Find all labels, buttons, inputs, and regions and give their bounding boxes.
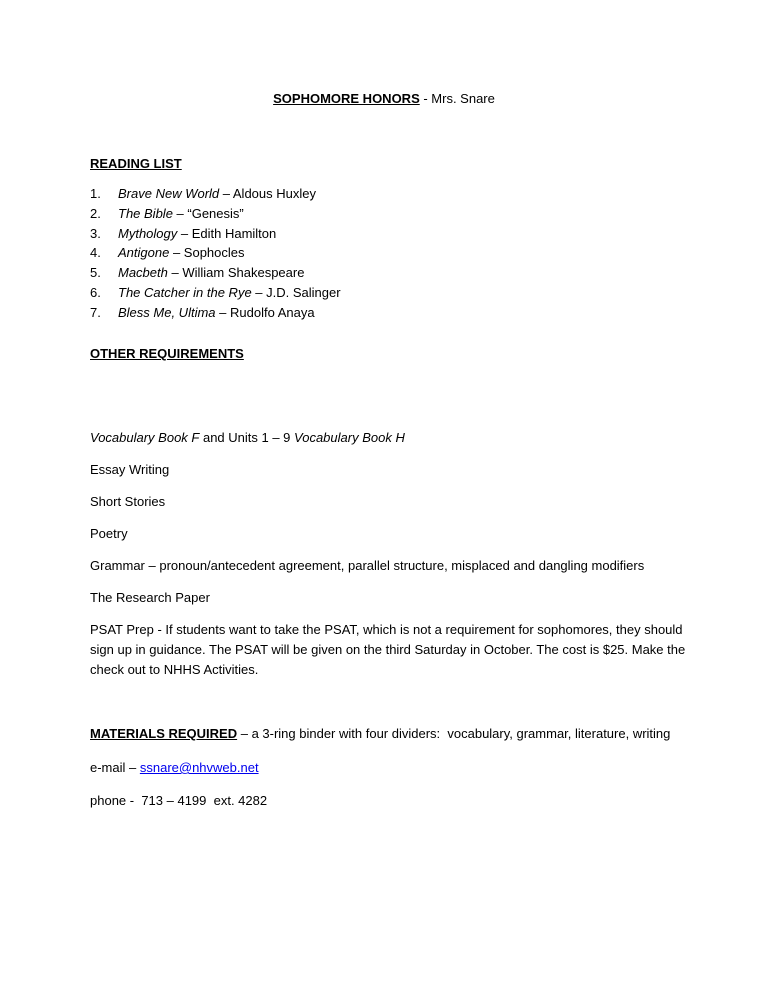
list-item	[90, 285, 341, 305]
item-number: 1.	[90, 186, 101, 201]
vocab-book-f: Vocabulary Book F	[90, 430, 200, 445]
materials-required	[90, 726, 670, 742]
list-item	[90, 206, 341, 226]
course-title: SOPHOMORE HONORS	[273, 91, 420, 106]
short-stories: Short Stories	[90, 494, 166, 509]
list-item	[90, 245, 341, 265]
list-item	[90, 186, 341, 206]
item-number: 5.	[90, 265, 101, 281]
book-title: The Bible	[118, 205, 173, 221]
book-author: Sophocles	[183, 245, 245, 261]
book-author: Aldous Huxley	[232, 186, 316, 201]
email-label: e-mail –	[90, 760, 140, 775]
email-line	[90, 760, 259, 776]
book-title: Mythology	[118, 225, 178, 241]
book-title: Brave New World	[118, 186, 220, 201]
book-title: The Catcher in the Rye	[118, 284, 252, 300]
reading-list-heading: READING LIST	[90, 156, 182, 171]
vocab-book-h: Vocabulary Book H	[294, 430, 405, 445]
psat-prep: PSAT Prep - If students want to take the PSAT, which is not a requirement for sophomores, they should sign up in guidance. The PSAT will be given on the third Saturday in October. The cost is $25. Make the check out to NHHS Activities.	[90, 622, 686, 677]
item-number: 4.	[90, 245, 101, 261]
item-separator: –	[169, 245, 184, 261]
item-separator: –	[177, 225, 192, 241]
book-author: Edith Hamilton	[191, 225, 277, 241]
poetry: Poetry	[90, 526, 128, 541]
list-item	[90, 305, 341, 325]
phone-line: phone - 713 – 4199 ext. 4282	[90, 793, 268, 808]
grammar-requirement: Grammar – pronoun/antecedent agreement, parallel structure, misplaced and dangling modifiers	[90, 558, 645, 573]
email-link[interactable]: ssnare@nhvweb.net	[139, 760, 259, 775]
teacher-name: Mrs. Snare	[431, 91, 495, 106]
book-author: J.D. Salinger	[266, 284, 341, 300]
essay-writing: Essay Writing	[90, 462, 170, 477]
item-number: 7.	[90, 304, 101, 320]
book-author: William Shakespeare	[182, 265, 305, 281]
item-separator: –	[219, 186, 233, 201]
item-separator: –	[251, 284, 267, 300]
item-separator: –	[215, 304, 230, 320]
list-item	[90, 226, 341, 246]
book-title: Bless Me, Ultima	[118, 304, 216, 320]
item-number: 6.	[90, 284, 101, 300]
materials-heading: MATERIALS REQUIRED	[90, 726, 238, 741]
research-paper: The Research Paper	[90, 590, 210, 605]
item-separator: –	[172, 205, 188, 221]
vocab-middle: and Units 1 – 9	[199, 430, 295, 445]
book-author: Rudolfo Anaya	[230, 304, 315, 320]
book-title: Macbeth	[118, 265, 168, 281]
item-separator: –	[167, 265, 183, 281]
item-number: 2.	[90, 205, 101, 221]
book-author: “Genesis”	[187, 205, 244, 221]
vocabulary-requirement	[90, 430, 405, 446]
other-requirements-heading: OTHER REQUIREMENTS	[90, 346, 244, 361]
list-item	[90, 265, 341, 285]
title-separator: -	[419, 91, 432, 106]
book-title: Antigone	[118, 245, 170, 261]
item-number: 3.	[90, 225, 101, 241]
materials-text: – a 3-ring binder with four dividers: vocabulary, grammar, literature, writing	[237, 726, 671, 741]
reading-list	[90, 186, 341, 325]
page-title	[0, 91, 768, 107]
